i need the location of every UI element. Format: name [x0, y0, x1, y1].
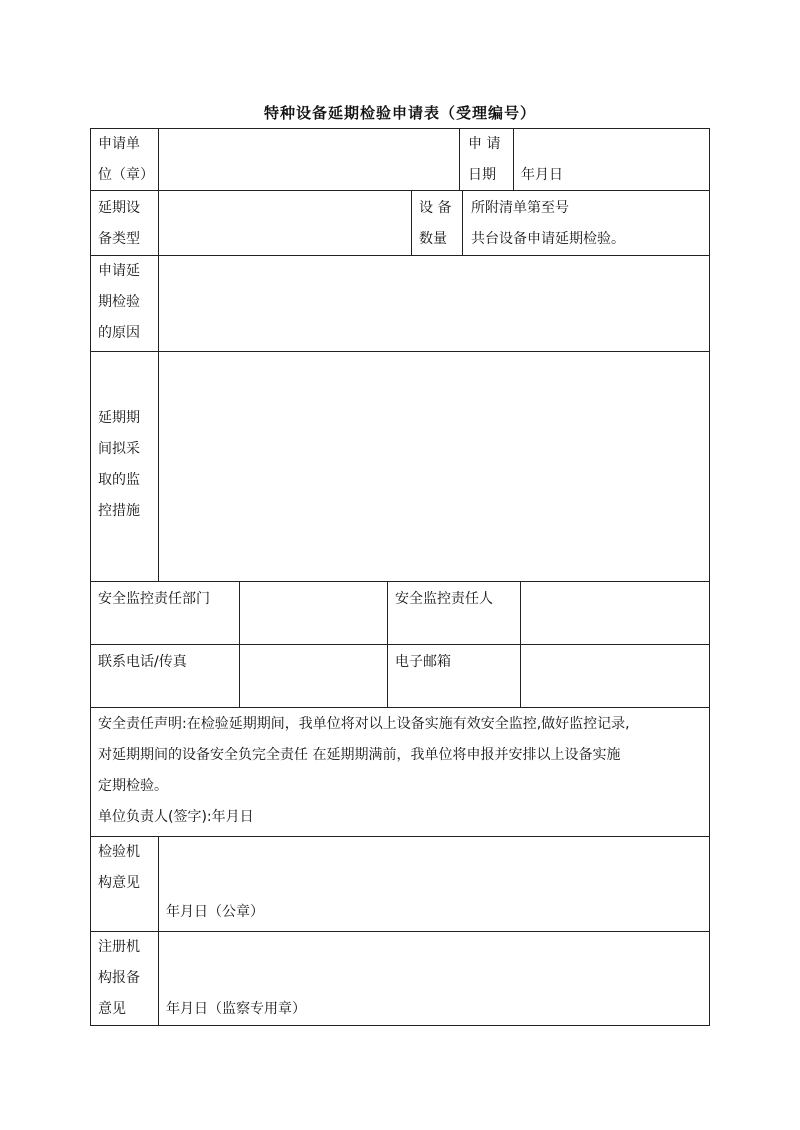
responsible-department-label: 安全监控责任部门 — [98, 591, 210, 607]
equipment-quantity-value: 所附清单第至号 共台设备申请延期检验。 — [471, 200, 625, 247]
application-form-table — [90, 128, 710, 1026]
form-title: 特种设备延期检验申请表（受理编号） — [263, 104, 536, 122]
row-divider — [90, 644, 710, 645]
row-divider — [90, 581, 710, 582]
registration-date-seal: 年月日（监察专用章） — [166, 1001, 306, 1017]
row-divider — [90, 351, 710, 352]
row-divider — [90, 707, 710, 708]
equipment-type-label: 延期设 备类型 — [98, 200, 140, 247]
registration-agency-label: 注册机 构报备 意见 — [98, 939, 140, 1017]
unit-signature-line: 单位负责人(签字):年月日 — [98, 809, 254, 825]
phone-fax-label: 联系电话/传真 — [98, 654, 187, 670]
row-divider — [90, 836, 710, 837]
application-date-value: 年月日 — [521, 167, 563, 183]
inspection-date-seal: 年月日（公章） — [166, 904, 264, 920]
delay-reason-label: 申请延 期检验 的原因 — [98, 263, 140, 341]
row-divider — [90, 255, 710, 256]
inspection-agency-label: 检验机 构意见 — [98, 844, 140, 891]
application-date-label: 申 请 日期 — [468, 136, 501, 183]
column-divider — [158, 836, 159, 1026]
column-divider — [239, 581, 240, 707]
column-divider — [158, 128, 159, 581]
responsible-person-label: 安全监控责任人 — [395, 591, 493, 607]
column-divider — [387, 581, 388, 707]
email-label: 电子邮箱 — [395, 654, 451, 670]
column-divider — [513, 128, 514, 190]
row-divider — [90, 931, 710, 932]
column-divider — [462, 190, 463, 255]
column-divider — [520, 581, 521, 707]
safety-statement: 安全责任声明:在检验延期期间，我单位将对以上设备实施有效安全监控,做好监控记录, 对延期期间的设备安全负完全责任 在延期期满前，我单位将申报并安排以上设备实施 定期检验。 单位负责人(签字):年月日 — [98, 709, 706, 833]
applicant-unit-label: 申请单 位（章） — [98, 136, 154, 183]
row-divider — [90, 190, 710, 191]
monitoring-measures-label: 延期期 间拟采 取的监 控措施 — [98, 410, 140, 519]
column-divider — [411, 190, 412, 255]
equipment-quantity-label: 设 备 数量 — [419, 200, 452, 247]
column-divider — [459, 128, 460, 190]
